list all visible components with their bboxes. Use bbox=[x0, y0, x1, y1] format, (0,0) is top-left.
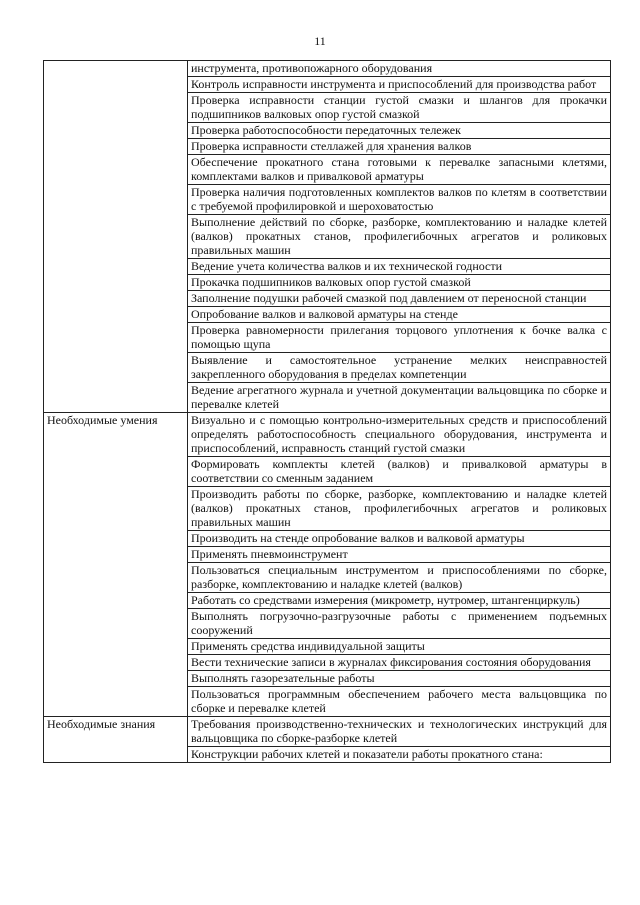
requirement-cell: Вести технические записи в журналах фиксирования состояния оборудования bbox=[188, 655, 611, 671]
requirement-cell: Обеспечение прокатного стана готовыми к перевалке запасными клетями, комплектами валков и привалковой арматуры bbox=[188, 155, 611, 185]
requirement-cell: Визуально и с помощью контрольно-измерительных средств и приспособлений определять работоспособность специального оборудования, инструмента и приспособлений, исправность станций густой смазки bbox=[188, 413, 611, 457]
requirement-cell: Опробование валков и валковой арматуры на стенде bbox=[188, 307, 611, 323]
requirement-cell: Проверка исправности станции густой смазки и шлангов для прокачки подшипников валковых опор густой смазкой bbox=[188, 93, 611, 123]
table-row bbox=[44, 717, 611, 747]
requirement-cell: Работать со средствами измерения (микрометр, нутромер, штангенциркуль) bbox=[188, 593, 611, 609]
requirement-cell: Выполнять погрузочно-разгрузочные работы с применением подъемных сооружений bbox=[188, 609, 611, 639]
requirement-cell: Проверка наличия подготовленных комплектов валков по клетям в соответствии с требуемой профилировкой и шероховатостью bbox=[188, 185, 611, 215]
requirement-cell: Контроль исправности инструмента и приспособлений для производства работ bbox=[188, 77, 611, 93]
requirement-cell: Производить на стенде опробование валков и валковой арматуры bbox=[188, 531, 611, 547]
table-row bbox=[44, 413, 611, 457]
requirement-cell: Проверка работоспособности передаточных тележек bbox=[188, 123, 611, 139]
requirement-cell: Формировать комплекты клетей (валков) и привалковой арматуры в соответствии со сменным заданием bbox=[188, 457, 611, 487]
page-number: 11 bbox=[314, 34, 326, 48]
requirement-cell: Применять пневмоинструмент bbox=[188, 547, 611, 563]
requirement-cell: Прокачка подшипников валковых опор густой смазкой bbox=[188, 275, 611, 291]
requirement-cell: Выявление и самостоятельное устранение мелких неисправностей закрепленного оборудования в пределах компетенции bbox=[188, 353, 611, 383]
requirement-cell: Проверка исправности стеллажей для хранения валков bbox=[188, 139, 611, 155]
requirement-cell: Ведение агрегатного журнала и учетной документации вальцовщика по сборке и перевалке клетей bbox=[188, 383, 611, 413]
requirement-cell: инструмента, противопожарного оборудования bbox=[188, 61, 611, 77]
requirement-cell: Пользоваться программным обеспечением рабочего места вальцовщика по сборке и перевалке клетей bbox=[188, 687, 611, 717]
section-label: Необходимые умения bbox=[44, 413, 188, 717]
section-label bbox=[44, 61, 188, 413]
requirement-cell: Требования производственно-технических и технологических инструкций для вальцовщика по сборке-разборке клетей bbox=[188, 717, 611, 747]
requirement-cell: Конструкции рабочих клетей и показатели работы прокатного стана: bbox=[188, 747, 611, 763]
competency-table bbox=[43, 60, 611, 763]
requirement-cell: Проверка равномерности прилегания торцового уплотнения к бочке валка с помощью щупа bbox=[188, 323, 611, 353]
requirement-cell: Заполнение подушки рабочей смазкой под давлением от переносной станции bbox=[188, 291, 611, 307]
table-row bbox=[44, 61, 611, 77]
requirement-cell: Производить работы по сборке, разборке, комплектованию и наладке клетей (валков) прокатных станов, профилегибочных агрегатов и роликовых правильных машин bbox=[188, 487, 611, 531]
section-label: Необходимые знания bbox=[44, 717, 188, 763]
requirement-cell: Пользоваться специальным инструментом и приспособлениями по сборке, разборке, комплектованию и наладке клетей (валков) bbox=[188, 563, 611, 593]
requirement-cell: Выполнение действий по сборке, разборке, комплектованию и наладке клетей (валков) прокатных станов, профилегибочных агрегатов и роликовых правильных машин bbox=[188, 215, 611, 259]
requirement-cell: Ведение учета количества валков и их технической годности bbox=[188, 259, 611, 275]
requirement-cell: Применять средства индивидуальной защиты bbox=[188, 639, 611, 655]
requirement-cell: Выполнять газорезательные работы bbox=[188, 671, 611, 687]
